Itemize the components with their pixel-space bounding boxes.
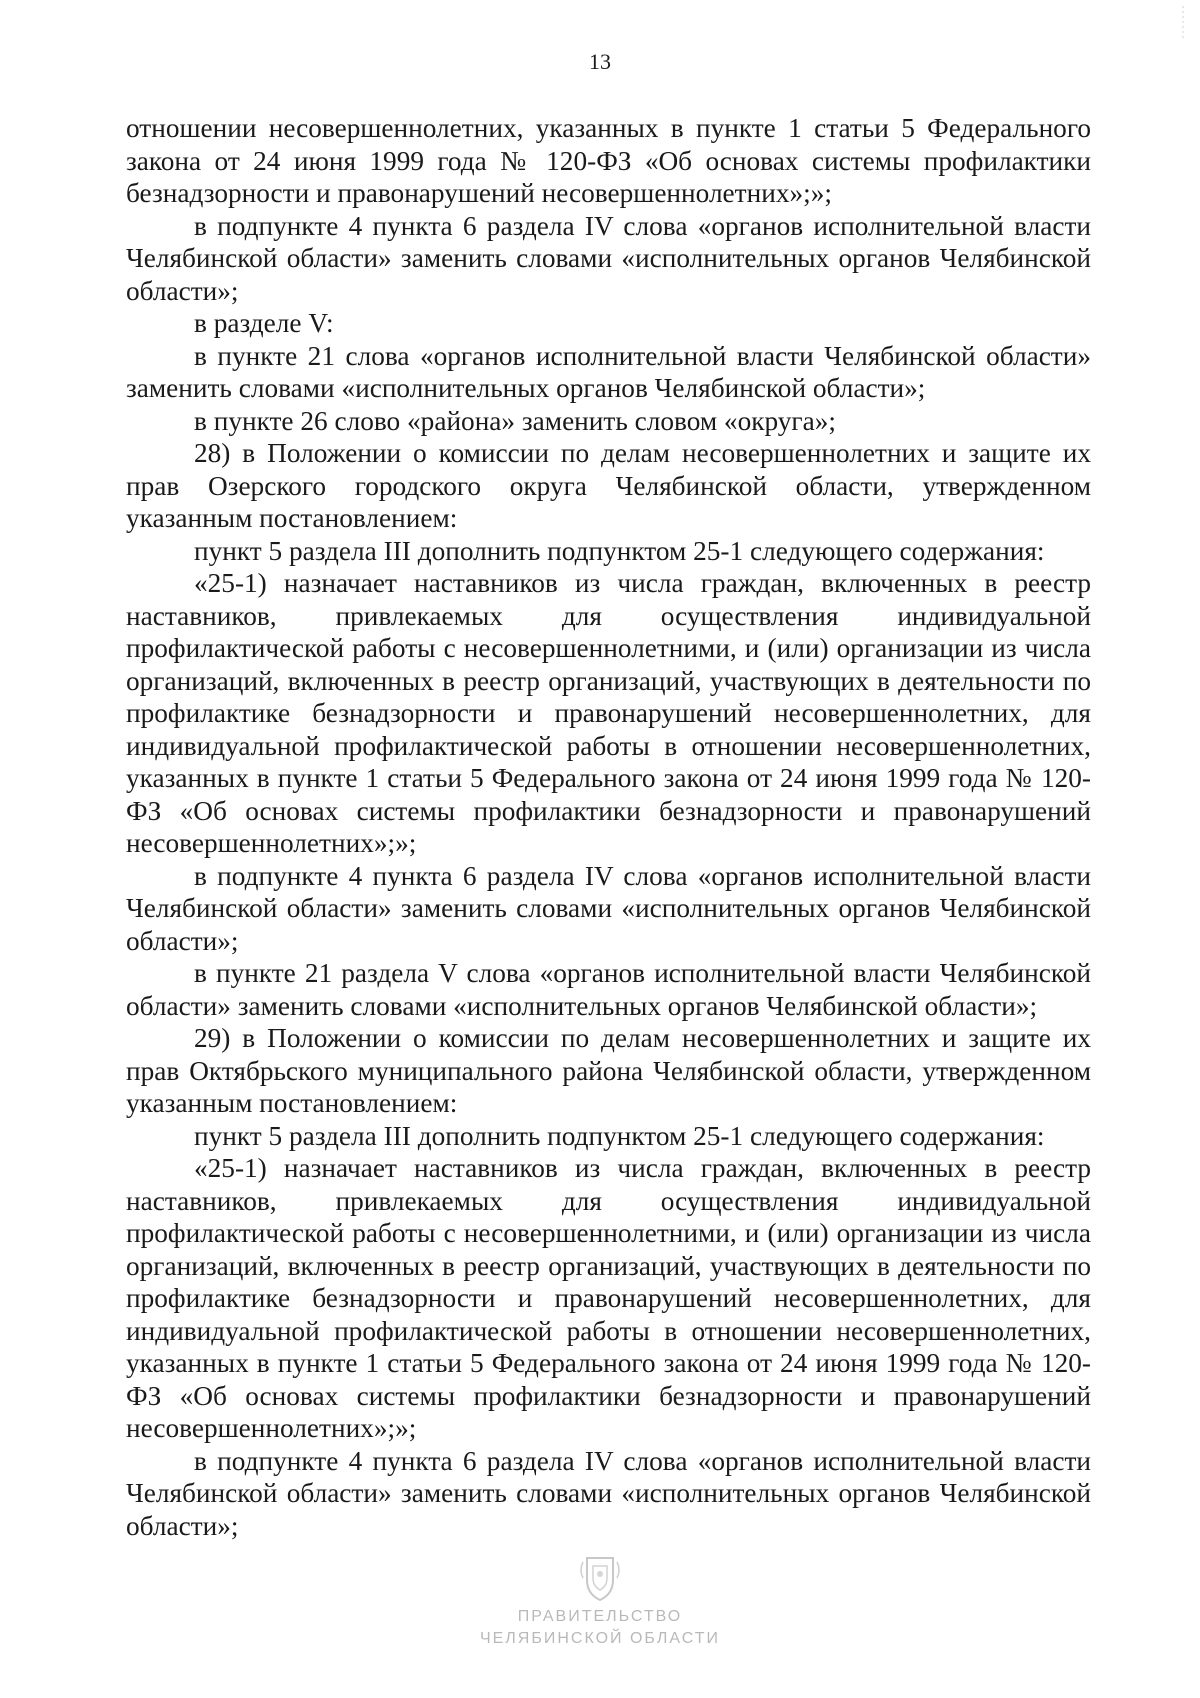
paragraph: пункт 5 раздела III дополнить подпунктом 25-1 следующего содержания: — [194, 1120, 1045, 1151]
paragraph: в разделе V: — [194, 308, 334, 338]
paragraph: 29) в Положении о комиссии по делам несовершеннолетних и защите их прав Октябрьского муниципального района Челябинской области, утвержденном указанным постановлением: — [126, 1023, 1091, 1118]
paragraph: в подпункте 4 пункта 6 раздела IV слова «органов исполнительной власти Челябинской области» заменить словами «исполнительных органов Челябинской области»; — [126, 1445, 1091, 1541]
stamp-line-2: ЧЕЛЯБИНСКОЙ ОБЛАСТИ — [479, 1630, 721, 1647]
paragraph: в пункте 21 слова «органов исполнительной власти Челябинской области» заменить словами «исполнительных органов Челябинской области»; — [126, 340, 1091, 403]
paragraph: отношении несовершеннолетних, указанных в пункте 1 статьи 5 Федерального закона от 24 июня 1999 года № 120-ФЗ «Об основах системы профилактики безнадзорности и правонарушений несовершеннолетних»;»; — [126, 113, 1091, 208]
coat-of-arms-icon — [573, 1550, 627, 1604]
paragraph: в пункте 26 слово «района» заменить словом «округа»; — [194, 405, 836, 436]
paragraph: в пункте 21 раздела V слова «органов исполнительной власти Челябинской области» заменить словами «исполнительных органов Челябинской области»; — [126, 958, 1091, 1021]
paragraph: пункт 5 раздела III дополнить подпунктом 25-1 следующего содержания: — [194, 535, 1045, 566]
paragraph: «25-1) назначает наставников из числа граждан, включенных в реестр наставников, привлекаемых для осуществления индивидуальной профилактической работы с несовершеннолетними, и (или) организации из числа организаций, включенных в реестр организаций, участвующих в деятельности по профилактике безнадзорности и правонарушений несовершеннолетних, для индивидуальной профилактической работы в отношении несовершеннолетних, указанных в пункте 1 статьи 5 Федерального закона от 24 июня 1999 года № 120-ФЗ «Об основах системы профилактики безнадзорности и правонарушений несовершеннолетних»;»; — [126, 568, 1091, 858]
page-number: 13 — [589, 49, 611, 74]
stamp-line-1: ПРАВИТЕЛЬСТВО — [517, 1608, 683, 1625]
document-body — [126, 112, 1091, 1542]
scan-edge-mark — [1178, 6, 1188, 40]
paragraph: в подпункте 4 пункта 6 раздела IV слова «органов исполнительной власти Челябинской области» заменить словами «исполнительных органов Челябинской области»; — [126, 210, 1091, 306]
paragraph: в подпункте 4 пункта 6 раздела IV слова «органов исполнительной власти Челябинской области» заменить словами «исполнительных органов Челябинской области»; — [126, 860, 1091, 956]
government-stamp — [0, 1550, 1200, 1650]
paragraph: 28) в Положении о комиссии по делам несовершеннолетних и защите их прав Озерского городского округа Челябинской области, утвержденном указанным постановлением: — [126, 438, 1091, 533]
paragraph: «25-1) назначает наставников из числа граждан, включенных в реестр наставников, привлекаемых для осуществления индивидуальной профилактической работы с несовершеннолетними, и (или) организации из числа организаций, включенных в реестр организаций, участвующих в деятельности по профилактике безнадзорности и правонарушений несовершеннолетних, для индивидуальной профилактической работы в отношении несовершеннолетних, указанных в пункте 1 статьи 5 Федерального закона от 24 июня 1999 года № 120-ФЗ «Об основах системы профилактики безнадзорности и правонарушений несовершеннолетних»;»; — [126, 1153, 1091, 1443]
